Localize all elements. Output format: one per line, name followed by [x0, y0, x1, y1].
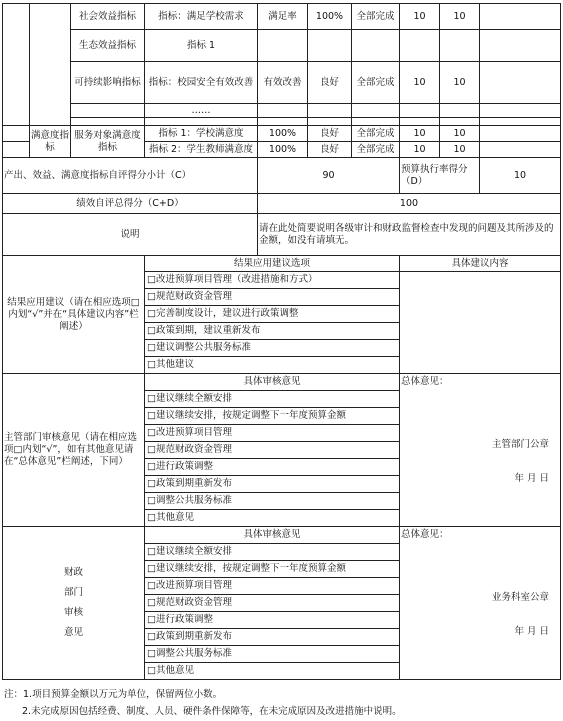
dept-option[interactable]: □其他意见 [145, 510, 400, 527]
dept-option[interactable]: □改进预算项目管理 [145, 425, 400, 442]
note-2: 2.未完成原因包括经费、制度、人员、硬件条件保障等，在未完成原因及改进措施中说明。 [22, 706, 402, 717]
satisfaction-value-2: 良好 [308, 142, 352, 158]
sustain-score: 10 [440, 62, 480, 104]
finance-option[interactable]: □政策到期重新发布 [145, 629, 400, 646]
effect-category-cell [30, 4, 71, 126]
result-content[interactable] [400, 272, 561, 374]
satisfaction-indicator-1: 指标 1：学校满意度 [145, 126, 258, 142]
finance-option[interactable]: □其他意见 [145, 663, 400, 680]
social-weight: 10 [400, 4, 440, 30]
satisfaction-weight-2: 10 [400, 142, 440, 158]
dept-seal: 主管部门公章 [491, 438, 549, 450]
result-label: 结果应用建议（请在相应选项□内划“√”并在“具体建议内容”栏阐述） [3, 256, 145, 374]
satisfaction-status-2: 全部完成 [352, 142, 400, 158]
satisfaction-category: 满意度指标 [30, 126, 71, 158]
budget-rate-label: 预算执行率得分（D） [400, 158, 480, 194]
finance-option[interactable]: □建议继续安排，按规定调整下一年度预算金额 [145, 561, 400, 578]
satisfaction-indicator-name: 服务对象满意度指标 [71, 126, 145, 158]
finance-option[interactable]: □建议继续全额安排 [145, 544, 400, 561]
total-label: 绩效自评总得分（C+D） [3, 194, 258, 214]
finance-option[interactable]: □调整公共服务标准 [145, 646, 400, 663]
result-content-header: 具体建议内容 [400, 256, 561, 272]
dept-overall-area[interactable] [400, 391, 561, 527]
dept-review-label: 主管部门审核意见（请在相应选项□内划“√”，如有其他意见请在“总体意见”栏阐述，下同） [3, 374, 145, 527]
dept-option[interactable]: □建议继续全额安排 [145, 391, 400, 408]
satisfaction-score-2: 10 [440, 142, 480, 158]
satisfaction-target-2: 100% [258, 142, 308, 158]
explain-label: 说明 [3, 214, 258, 256]
dept-review-header: 具体审核意见 [145, 374, 400, 391]
sustain-indicator: 指标：校园安全有效改善 [145, 62, 258, 104]
result-option[interactable]: □其他建议 [145, 357, 400, 374]
result-option[interactable]: □规范财政资金管理 [145, 289, 400, 306]
finance-overall-label: 总体意见： [400, 527, 561, 544]
finance-option[interactable]: □进行政策调整 [145, 612, 400, 629]
total-value: 100 [258, 194, 561, 214]
result-option[interactable]: □改进预算项目管理（改进措施和方式） [145, 272, 400, 289]
sustain-indicator-name: 可持续影响指标 [71, 62, 145, 104]
satisfaction-weight-1: 10 [400, 126, 440, 142]
sustain-value: 良好 [308, 62, 352, 104]
note-1: 注：1.项目预算金额以万元为单位，保留两位小数。 [4, 689, 223, 700]
finance-date: 年 月 日 [514, 625, 549, 637]
finance-option[interactable]: □规范财政资金管理 [145, 595, 400, 612]
social-indicator: 指标：满足学校需求 [145, 4, 258, 30]
finance-review-label [3, 527, 145, 680]
sustain-status: 全部完成 [352, 62, 400, 104]
sustain-weight: 10 [400, 62, 440, 104]
social-score: 10 [440, 4, 480, 30]
sustain-target: 有效改善 [258, 62, 308, 104]
sustain-more: …… [145, 104, 258, 118]
dept-option[interactable]: □政策到期重新发布 [145, 476, 400, 493]
dept-date: 年 月 日 [514, 472, 549, 484]
explain-text[interactable]: 请在此处简要说明各级审计和财政监督检查中发现的问题及其所涉及的金额，如没有请填无。 [258, 214, 561, 256]
result-options-header: 结果应用建议选项 [145, 256, 400, 272]
eco-indicator: 指标 1 [145, 30, 258, 62]
social-indicator-name: 社会效益指标 [71, 4, 145, 30]
social-value: 100% [308, 4, 352, 30]
dept-option[interactable]: □调整公共服务标准 [145, 493, 400, 510]
subtotal-label: 产出、效益、满意度指标自评得分小计（C） [3, 158, 258, 194]
result-option[interactable]: □建议调整公共服务标准 [145, 340, 400, 357]
social-target: 满足率 [258, 4, 308, 30]
dept-option[interactable]: □进行政策调整 [145, 459, 400, 476]
finance-option[interactable]: □改进预算项目管理 [145, 578, 400, 595]
dept-overall-label: 总体意见： [400, 374, 561, 391]
left-margin-cell [3, 4, 30, 126]
budget-rate-value: 10 [480, 158, 561, 194]
dept-option[interactable]: □规范财政资金管理 [145, 442, 400, 459]
result-option[interactable]: □政策到期，建议重新发布 [145, 323, 400, 340]
dept-option[interactable]: □建议继续安排，按规定调整下一年度预算金额 [145, 408, 400, 425]
satisfaction-score-1: 10 [440, 126, 480, 142]
performance-evaluation-table [2, 3, 561, 680]
subtotal-value: 90 [258, 158, 400, 194]
finance-seal: 业务科室公章 [491, 591, 549, 603]
satisfaction-value-1: 良好 [308, 126, 352, 142]
satisfaction-status-1: 全部完成 [352, 126, 400, 142]
finance-overall-area[interactable] [400, 544, 561, 680]
satisfaction-target-1: 100% [258, 126, 308, 142]
social-remark [480, 4, 561, 30]
eco-indicator-name: 生态效益指标 [71, 30, 145, 62]
result-option[interactable]: □完善制度设计，建议进行政策调整 [145, 306, 400, 323]
finance-review-header: 具体审核意见 [145, 527, 400, 544]
social-status: 全部完成 [352, 4, 400, 30]
satisfaction-indicator-2: 指标 2：学生教师满意度 [145, 142, 258, 158]
finance-review-label-text: 财政部门审核意见 [63, 567, 83, 638]
